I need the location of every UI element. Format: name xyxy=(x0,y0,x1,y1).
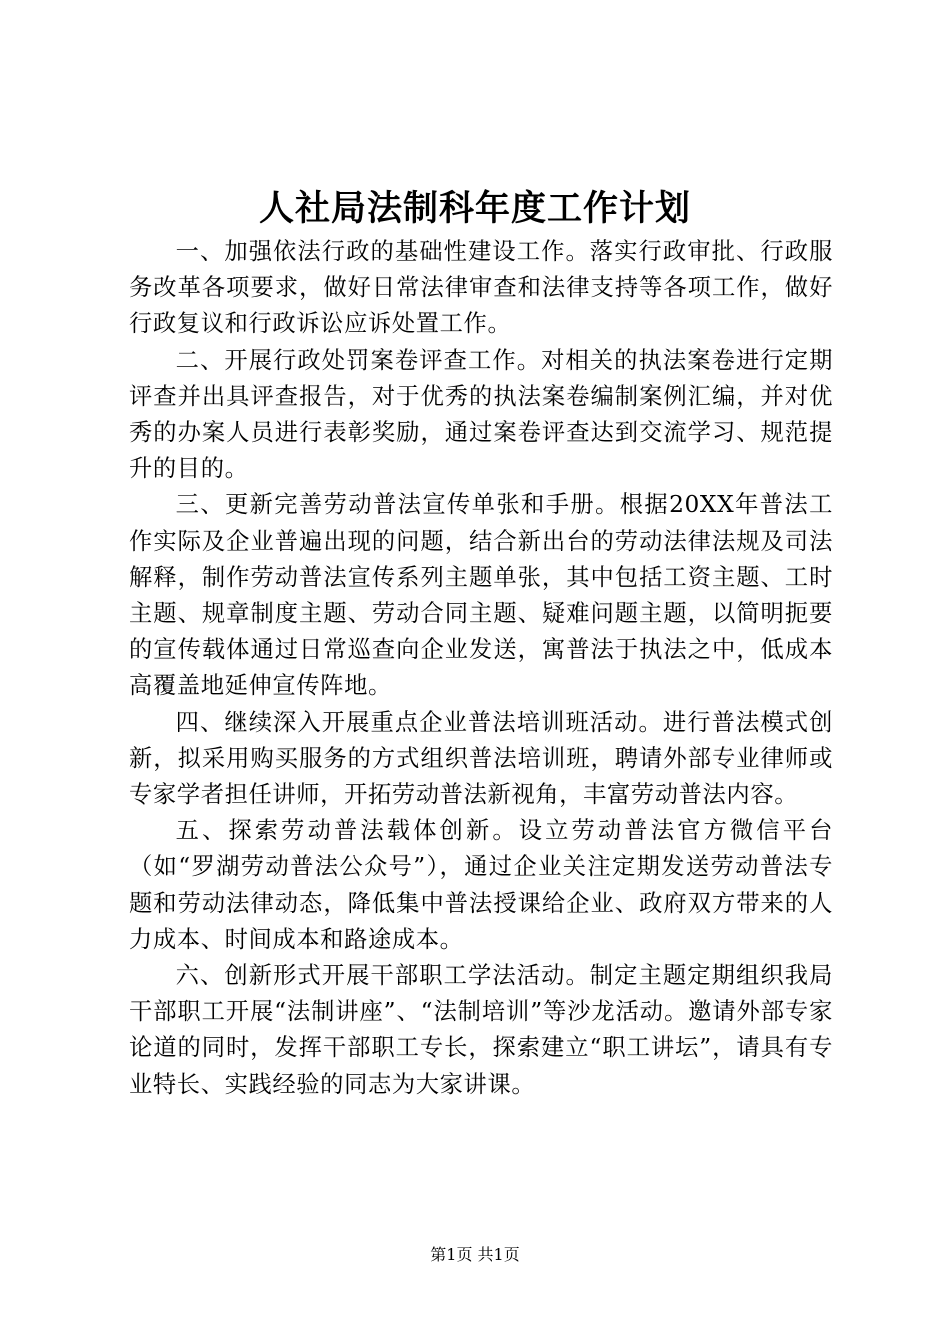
paragraph-6: 六、创新形式开展干部职工学法活动。制定主题定期组织我局干部职工开展“法制讲座”、“法制培训”等沙龙活动。邀请外部专家论道的同时，发挥干部职工专长，探索建立“职工讲坛”，请具有专业特长、实践经验的同志为大家讲课。 xyxy=(129,962,833,1098)
paragraph-5: 五、探索劳动普法载体创新。设立劳动普法官方微信平台（如“罗湖劳动普法公众号”），通过企业关注定期发送劳动普法专题和劳动法律动态，降低集中普法授课给企业、政府双方带来的人力成本、时间成本和路途成本。 xyxy=(129,817,833,953)
document-body xyxy=(129,234,833,1103)
paragraph-1: 一、加强依法行政的基础性建设工作。落实行政审批、行政服务改革各项要求，做好日常法律审查和法律支持等各项工作，做好行政复议和行政诉讼应诉处置工作。 xyxy=(129,238,833,338)
paragraph-2: 二、开展行政处罚案卷评查工作。对相关的执法案卷进行定期评查并出具评查报告，对于优秀的执法案卷编制案例汇编，并对优秀的办案人员进行表彰奖励，通过案卷评查达到交流学习、规范提升的目的。 xyxy=(129,346,833,483)
page-footer: 第1页 共1页 xyxy=(430,1245,520,1264)
paragraph-4: 四、继续深入开展重点企业普法培训班活动。进行普法模式创新，拟采用购买服务的方式组织普法培训班，聘请外部专业律师或专家学者担任讲师，开拓劳动普法新视角，丰富劳动普法内容。 xyxy=(129,708,833,809)
paragraph-3: 三、更新完善劳动普法宣传单张和手册。根据20XX年普法工作实际及企业普遍出现的问题，结合新出台的劳动法律法规及司法解释，制作劳动普法宣传系列主题单张，其中包括工资主题、工时主题、规章制度主题、劳动合同主题、疑难问题主题，以简明扼要的宣传载体通过日常巡查向企业发送，寓普法于执法之中，低成本高覆盖地延伸宣传阵地。 xyxy=(129,491,833,700)
document-title: 人社局法制科年度工作计划 xyxy=(258,188,691,229)
